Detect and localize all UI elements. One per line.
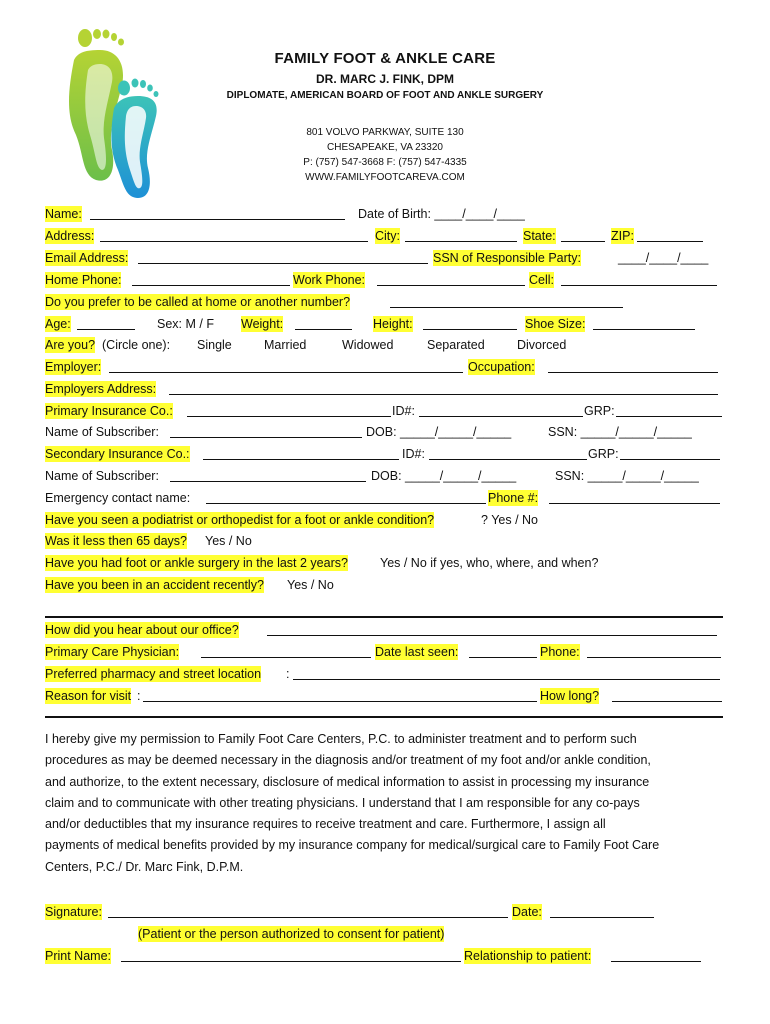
- emergency-contact-label: Emergency contact name:: [45, 491, 191, 505]
- home-phone-label: Home Phone:: [45, 273, 122, 287]
- row-employers-address: [45, 381, 725, 397]
- zip-label: ZIP:: [611, 229, 634, 243]
- row-secondary-insurance: [45, 446, 725, 462]
- row-q-65-days: [45, 533, 725, 549]
- option-separated[interactable]: Separated: [427, 338, 485, 352]
- preferred-number-label: Do you prefer to be called at home or another number?: [45, 295, 351, 309]
- consent-line: I hereby give my permission to Family Foot Care Centers, P.C. to administer treatment and to perform such: [45, 732, 637, 746]
- consent-line: procedures as may be deemed necessary in the diagnosis and/or treatment of my foot and/or ankle condition,: [45, 753, 651, 768]
- row-subscriber-1: [45, 424, 725, 440]
- signature-label: Signature:: [45, 905, 102, 919]
- q-65-days-label: Was it less then 65 days?: [45, 534, 187, 548]
- option-divorced[interactable]: Divorced: [517, 338, 567, 352]
- option-widowed[interactable]: Widowed: [342, 338, 394, 352]
- shoe-size-field[interactable]: [593, 329, 695, 330]
- occupation-label: Occupation:: [468, 360, 535, 374]
- primary-id-field[interactable]: [419, 416, 583, 417]
- row-pcp: [45, 644, 725, 660]
- circle-one-label: (Circle one):: [102, 338, 171, 352]
- reason-field[interactable]: [143, 701, 537, 702]
- pcp-phone-label: Phone:: [540, 645, 580, 659]
- row-address: [45, 228, 725, 244]
- signature-date-field[interactable]: [550, 917, 654, 918]
- city-field[interactable]: [405, 241, 517, 242]
- name-field[interactable]: [90, 219, 345, 220]
- signature-note: (Patient or the person authorized to consent for patient): [138, 927, 445, 941]
- pcp-field[interactable]: [201, 657, 371, 658]
- q-accident-answer[interactable]: Yes / No: [287, 578, 334, 592]
- row-primary-insurance: [45, 403, 725, 419]
- secondary-id-label: ID#:: [402, 447, 425, 461]
- row-age-sex: [45, 316, 725, 332]
- row-reason: [45, 688, 725, 704]
- phone-no-field[interactable]: [549, 503, 720, 504]
- state-label: State:: [523, 229, 556, 243]
- address-line-1: 801 VOLVO PARKWAY, SUITE 130: [306, 127, 464, 138]
- zip-field[interactable]: [637, 241, 703, 242]
- phone-no-label: Phone #:: [488, 491, 539, 505]
- row-employer: [45, 359, 725, 375]
- pharmacy-label: Preferred pharmacy and street location: [45, 667, 262, 681]
- pcp-label: Primary Care Physician:: [45, 645, 180, 659]
- subscriber-1-dob[interactable]: DOB: _____/_____/_____: [366, 425, 512, 439]
- signature-date-label: Date:: [512, 905, 542, 919]
- q-surgery-answer[interactable]: Yes / No if yes, who, where, and when?: [380, 556, 599, 570]
- q-accident-label: Have you been in an accident recently?: [45, 578, 264, 592]
- employer-label: Employer:: [45, 360, 102, 374]
- hear-about-field[interactable]: [267, 635, 717, 636]
- option-married[interactable]: Married: [264, 338, 307, 352]
- age-field[interactable]: [77, 329, 135, 330]
- pcp-phone-field[interactable]: [587, 657, 721, 658]
- q-podiatrist-answer[interactable]: ? Yes / No: [481, 513, 538, 527]
- relationship-label: Relationship to patient:: [464, 949, 592, 963]
- work-phone-label: Work Phone:: [293, 273, 366, 287]
- date-last-seen-label: Date last seen:: [375, 645, 459, 659]
- email-field[interactable]: [138, 263, 428, 264]
- ssn-responsible-label: SSN of Responsible Party:: [433, 251, 581, 265]
- q-podiatrist-label: Have you seen a podiatrist or orthopedist for a foot or ankle condition?: [45, 513, 435, 527]
- employers-address-label: Employers Address:: [45, 382, 157, 396]
- row-name: [45, 206, 725, 222]
- cell-field[interactable]: [561, 285, 717, 286]
- consent-line: claim and to communicate with other treating physicians. I understand that I am responsible for any co-pays: [45, 795, 640, 810]
- option-single[interactable]: Single: [197, 338, 232, 352]
- consent-paragraph: [45, 729, 730, 878]
- subscriber-2-ssn[interactable]: SSN: _____/_____/_____: [555, 469, 699, 483]
- website: WWW.FAMILYFOOTCAREVA.COM: [305, 172, 465, 183]
- row-q-surgery: [45, 555, 725, 571]
- row-email: [45, 250, 725, 266]
- email-label: Email Address:: [45, 251, 129, 265]
- row-marital: [45, 337, 725, 353]
- row-pharmacy: [45, 666, 725, 682]
- relationship-field[interactable]: [611, 961, 701, 962]
- primary-insurance-field[interactable]: [187, 416, 391, 417]
- primary-id-label: ID#:: [392, 404, 415, 418]
- address-line-2: CHESAPEAKE, VA 23320: [327, 142, 443, 153]
- work-phone-field[interactable]: [377, 285, 525, 286]
- doctor-name: DR. MARC J. FINK, DPM: [316, 72, 454, 86]
- subscriber-1-label: Name of Subscriber:: [45, 425, 159, 439]
- city-label: City:: [375, 229, 400, 243]
- name-label: Name:: [45, 207, 82, 221]
- feet-logo-icon: [38, 20, 168, 200]
- print-name-label: Print Name:: [45, 949, 111, 963]
- employer-field[interactable]: [109, 372, 463, 373]
- hear-about-label: How did you hear about our office?: [45, 623, 239, 637]
- reason-colon: :: [137, 689, 141, 703]
- date-last-seen-field[interactable]: [469, 657, 537, 658]
- address-field[interactable]: [100, 241, 368, 242]
- shoe-size-label: Shoe Size:: [525, 317, 586, 331]
- height-field[interactable]: [423, 329, 517, 330]
- state-field[interactable]: [561, 241, 605, 242]
- section-divider: [45, 616, 723, 618]
- q-65-days-answer[interactable]: Yes / No: [205, 534, 252, 548]
- pharmacy-field[interactable]: [293, 679, 720, 680]
- row-q-accident: [45, 577, 725, 593]
- row-print-name: [45, 948, 725, 964]
- subscriber-1-field[interactable]: [170, 437, 362, 438]
- how-long-label: How long?: [540, 689, 600, 703]
- occupation-field[interactable]: [548, 372, 718, 373]
- dob-label[interactable]: Date of Birth: ____/____/____: [358, 207, 525, 221]
- weight-label: Weight:: [241, 317, 284, 331]
- consent-line: and authorize, to the extent necessary, disclosure of medical information to assist in processing my insurance: [45, 774, 650, 789]
- cell-label: Cell:: [529, 273, 555, 287]
- sex-field[interactable]: Sex: M / F: [157, 317, 214, 331]
- row-q-podiatrist: [45, 512, 725, 528]
- q-surgery-label: Have you had foot or ankle surgery in the last 2 years?: [45, 556, 348, 570]
- home-phone-field[interactable]: [132, 285, 290, 286]
- signature-field[interactable]: [108, 917, 508, 918]
- secondary-id-field[interactable]: [429, 459, 587, 460]
- secondary-grp-label: GRP:: [588, 447, 619, 461]
- row-hear-about: [45, 622, 725, 638]
- height-label: Height:: [373, 317, 413, 331]
- subscriber-2-dob[interactable]: DOB: _____/_____/_____: [371, 469, 517, 483]
- print-name-field[interactable]: [121, 961, 461, 962]
- row-signature: [45, 904, 725, 920]
- consent-line: Centers, P.C./ Dr. Marc Fink, D.P.M.: [45, 859, 244, 874]
- emergency-contact-field[interactable]: [206, 503, 486, 504]
- preferred-number-field[interactable]: [390, 307, 623, 308]
- ssn-responsible-field[interactable]: ____/____/____: [618, 251, 709, 265]
- primary-insurance-label: Primary Insurance Co.:: [45, 404, 173, 418]
- subscriber-2-field[interactable]: [170, 481, 366, 482]
- secondary-insurance-field[interactable]: [203, 459, 399, 460]
- consent-line: payments of medical benefits provided by my insurance company for medical/surgical care to Family Foot Care: [45, 838, 660, 853]
- weight-field[interactable]: [295, 329, 352, 330]
- reason-label: Reason for visit: [45, 689, 132, 703]
- row-preferred-number: [45, 294, 725, 310]
- row-subscriber-2: [45, 468, 725, 484]
- age-label: Age:: [45, 317, 71, 331]
- how-long-field[interactable]: [612, 701, 722, 702]
- board-certification: DIPLOMATE, AMERICAN BOARD OF FOOT AND ANKLE SURGERY: [226, 90, 544, 101]
- subscriber-2-label: Name of Subscriber:: [45, 469, 159, 483]
- phone-fax: P: (757) 547-3668 F: (757) 547-4335: [303, 157, 467, 168]
- pharmacy-colon: :: [286, 667, 290, 681]
- clinic-name: FAMILY FOOT & ANKLE CARE: [274, 50, 496, 67]
- subscriber-1-ssn[interactable]: SSN: _____/_____/_____: [548, 425, 692, 439]
- row-phones: [45, 272, 725, 288]
- row-emergency-contact: [45, 490, 725, 506]
- primary-grp-field[interactable]: [616, 416, 722, 417]
- section-divider-2: [45, 716, 723, 718]
- secondary-grp-field[interactable]: [620, 459, 720, 460]
- consent-line: and/or deductibles that my insurance requires to receive treatment and care. Furthermore, I assign all: [45, 817, 606, 832]
- primary-grp-label: GRP:: [584, 404, 615, 418]
- secondary-insurance-label: Secondary Insurance Co.:: [45, 447, 190, 461]
- are-you-label: Are you?: [45, 338, 96, 352]
- employers-address-field[interactable]: [169, 394, 718, 395]
- address-label: Address:: [45, 229, 95, 243]
